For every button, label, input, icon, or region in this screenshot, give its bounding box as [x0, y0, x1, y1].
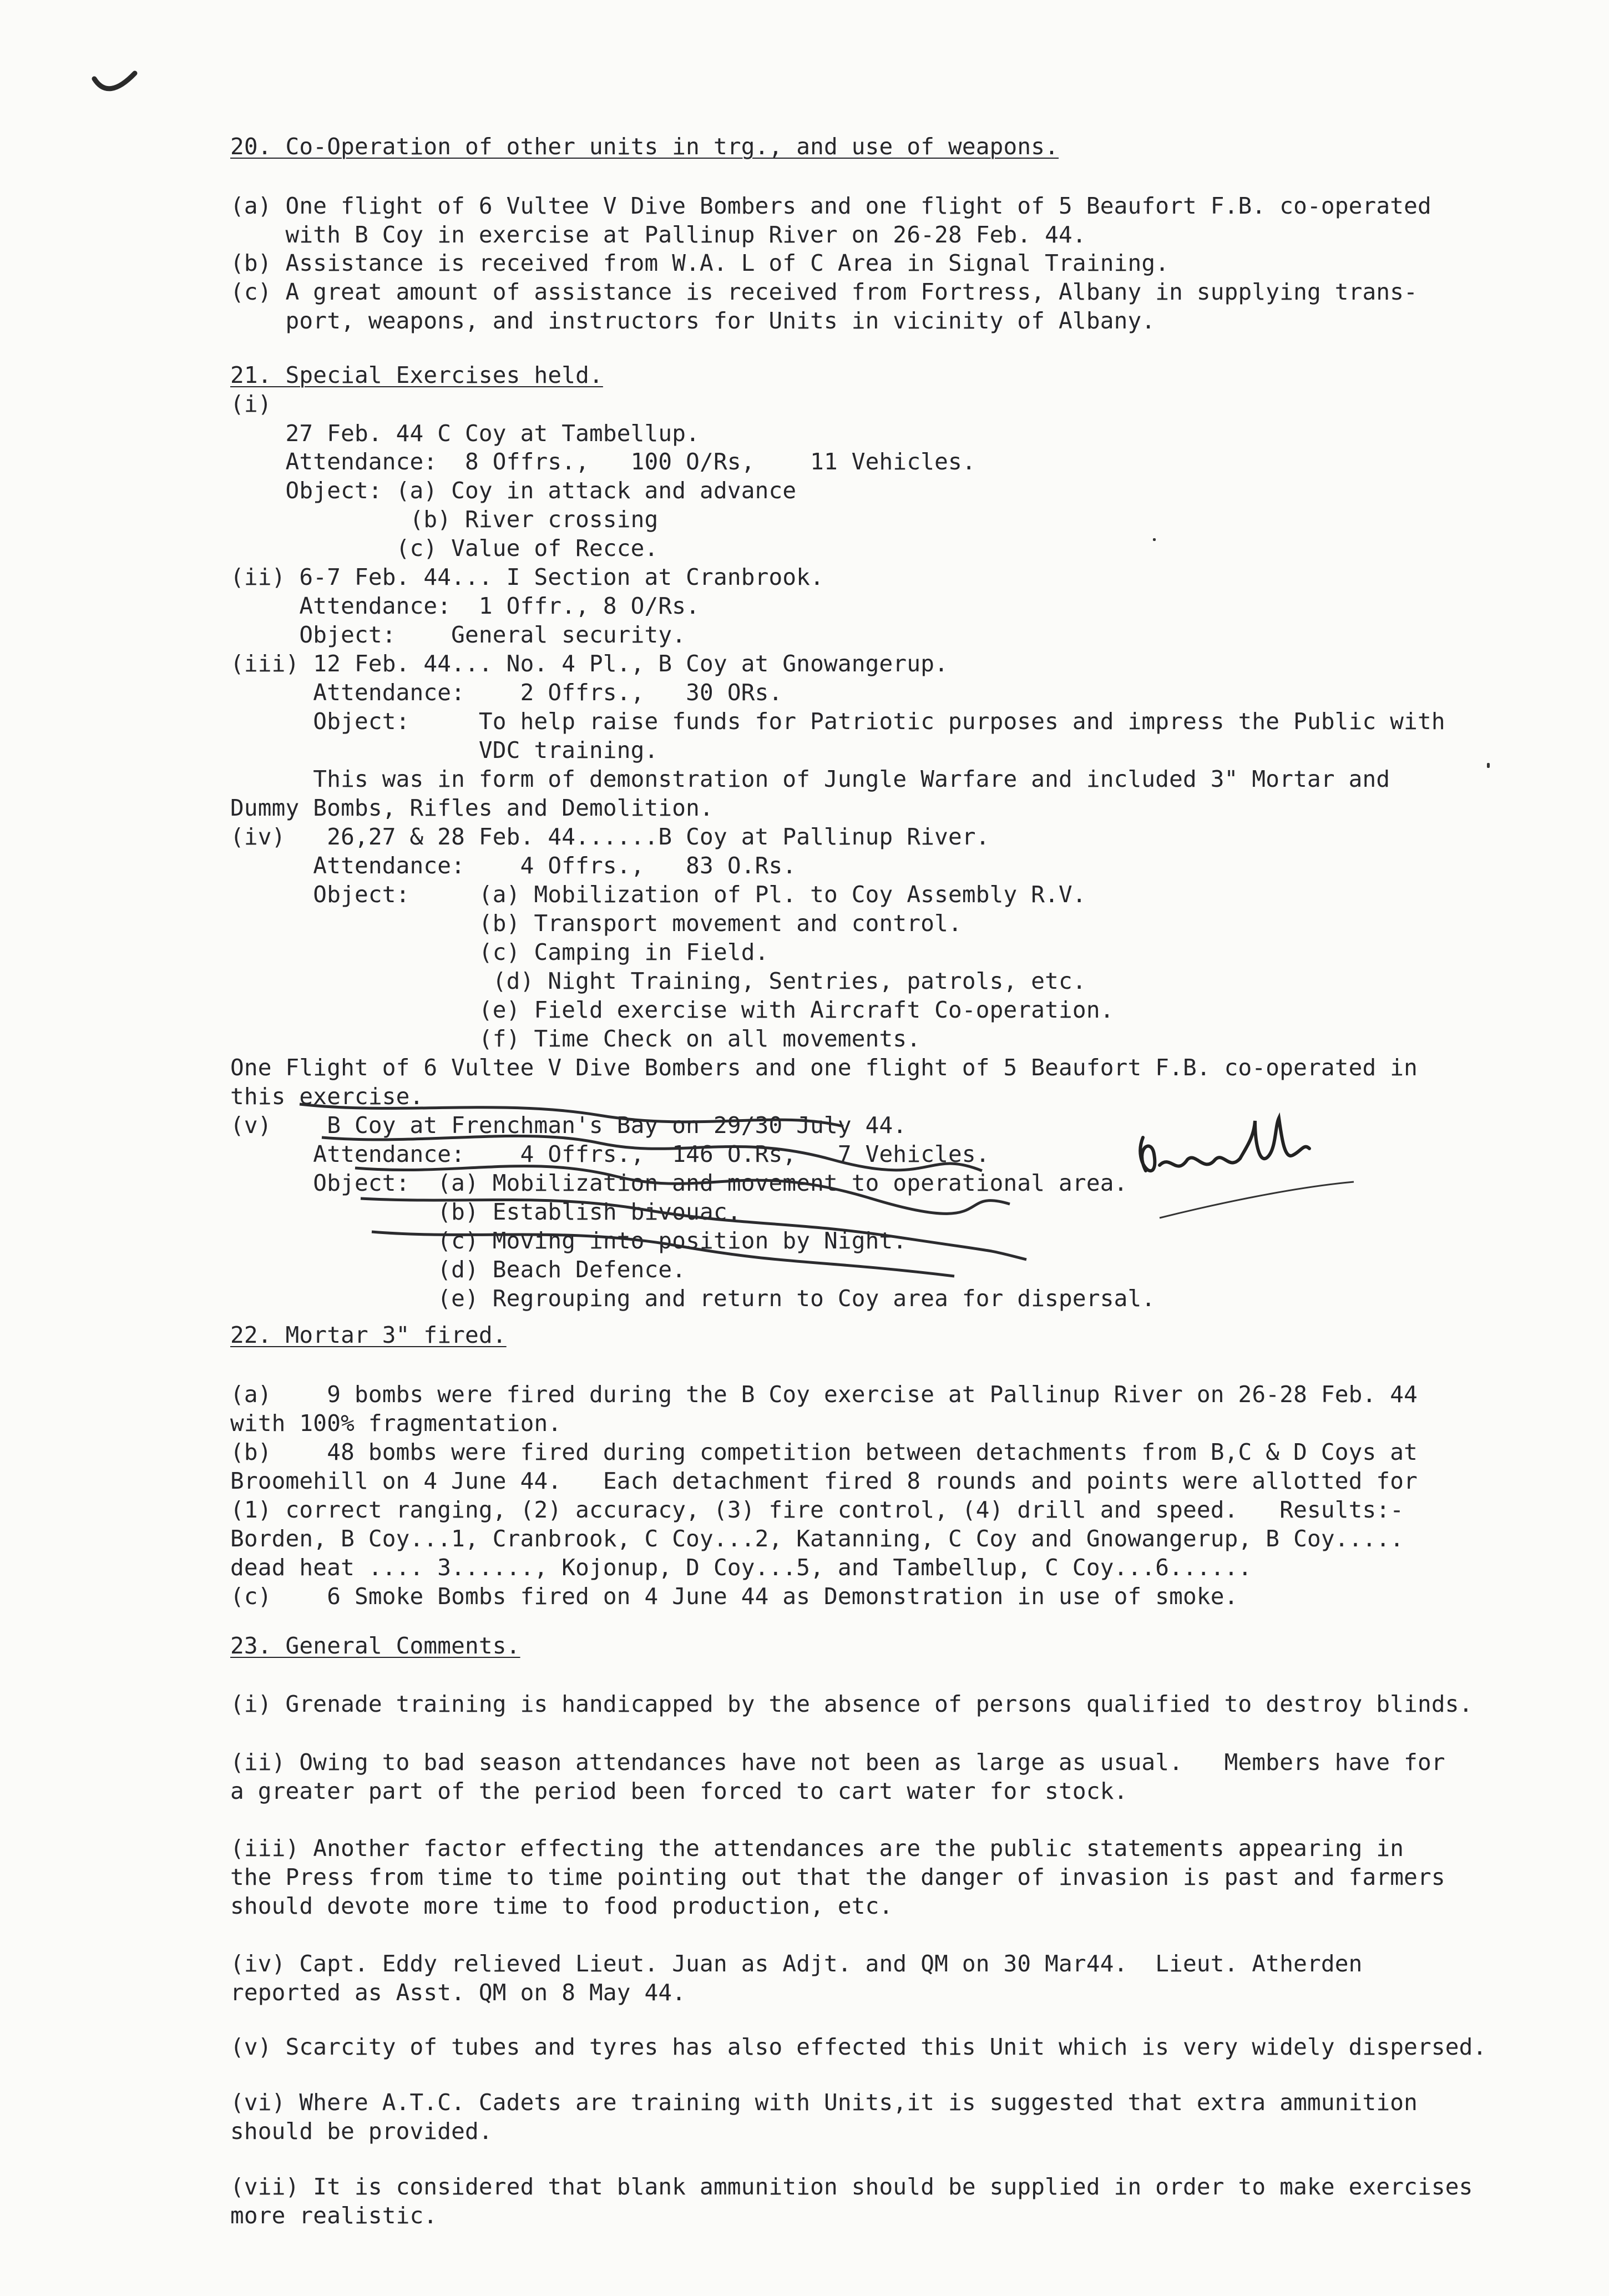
text-line: with B Coy in exercise at Pallinup River on 26-28 Feb. 44. — [230, 221, 1086, 248]
text-line: (b) Assistance is received from W.A. L of C Area in Signal Training. — [230, 250, 1170, 276]
text-line: (d) Beach Defence. — [230, 1256, 686, 1283]
text-line: (iii) 12 Feb. 44... No. 4 Pl., B Coy at Gnowangerup. — [230, 650, 948, 677]
text-line: with 100% fragmentation. — [230, 1410, 562, 1437]
text-line: reported as Asst. QM on 8 May 44. — [230, 1979, 686, 2006]
section-heading: 23. General Comments. — [230, 1632, 520, 1659]
text-line: VDC training. — [230, 737, 659, 763]
text-line: (b) 48 bombs were fired during competition between detachments from B,C & D Coys at — [230, 1439, 1418, 1465]
text-line: (b) Establish bivouac. — [230, 1198, 741, 1225]
text-line: (c) Camping in Field. — [230, 939, 769, 965]
text-line: Object: (a) Mobilization and movement to operational area. — [230, 1170, 1128, 1196]
text-line: (i) Grenade training is handicapped by the absence of persons qualified to destroy blinds. — [230, 1691, 1473, 1717]
text-line: a greater part of the period been forced to cart water for stock. — [230, 1778, 1128, 1804]
text-line: (vi) Where A.T.C. Cadets are training with Units,it is suggested that extra ammunition — [230, 2089, 1418, 2116]
text-line: (e) Regrouping and return to Coy area for dispersal. — [230, 1285, 1156, 1312]
text-line: Attendance: 2 Offrs., 30 ORs. — [230, 679, 783, 706]
text-line: (iv) 26,27 & 28 Feb. 44......B Coy at Pallinup River. — [230, 823, 990, 850]
text-line: (f) Time Check on all movements. — [230, 1025, 921, 1052]
text-line: (a) One flight of 6 Vultee V Dive Bombers and one flight of 5 Beaufort F.B. co-operated — [230, 193, 1431, 219]
text-line: (v) B Coy at Frenchman's Bay on 29/30 July 44. — [230, 1112, 907, 1139]
text-line: Attendance: 4 Offrs., 146 O.Rs, 7 Vehicles. — [230, 1141, 990, 1167]
text-line: (ii) 6-7 Feb. 44... I Section at Cranbrook. — [230, 564, 824, 590]
text-line: Attendance: 1 Offr., 8 O/Rs. — [230, 593, 700, 619]
stray-mark — [1153, 538, 1156, 541]
text-line: Broomehill on 4 June 44. Each detachment fired 8 rounds and points were allotted for — [230, 1468, 1418, 1494]
text-line: this exercise. — [230, 1083, 424, 1110]
section-heading: 21. Special Exercises held. — [230, 362, 603, 388]
text-line: (a) 9 bombs were fired during the B Coy exercise at Pallinup River on 26-28 Feb. 44 — [230, 1381, 1418, 1408]
text-line: (i) — [230, 391, 272, 417]
text-line: (c) Moving into position by Night. — [230, 1227, 907, 1254]
text-line: Attendance: 8 Offrs., 100 O/Rs, 11 Vehicles. — [230, 448, 976, 475]
stray-mark — [1487, 763, 1490, 768]
text-line: (1) correct ranging, (2) accuracy, (3) fire control, (4) drill and speed. Results:- — [230, 1496, 1404, 1523]
text-line: should be provided. — [230, 2118, 493, 2145]
text-line: 27 Feb. 44 C Coy at Tambellup. — [230, 420, 700, 447]
text-line: Object: General security. — [230, 621, 686, 648]
text-line: (v) Scarcity of tubes and tyres has also effected this Unit which is very widely dispersed. — [230, 2034, 1487, 2060]
handwritten-signature — [1126, 1104, 1359, 1226]
text-line: Object: (a) Mobilization of Pl. to Coy Assembly R.V. — [230, 881, 1086, 908]
text-line: This was in form of demonstration of Jungle Warfare and included 3" Mortar and — [230, 766, 1390, 792]
section-heading: 22. Mortar 3" fired. — [230, 1322, 507, 1348]
text-line: the Press from time to time pointing out that the danger of invasion is past and farmers — [230, 1864, 1445, 1890]
text-line: (e) Field exercise with Aircraft Co-operation. — [230, 997, 1114, 1023]
text-line: (iii) Another factor effecting the attendances are the public statements appearing in — [230, 1835, 1404, 1862]
text-line: Attendance: 4 Offrs., 83 O.Rs. — [230, 852, 797, 879]
text-line: (b) Transport movement and control. — [230, 910, 962, 937]
text-line: (c) 6 Smoke Bombs fired on 4 June 44 as Demonstration in use of smoke. — [230, 1583, 1238, 1610]
text-line: Dummy Bombs, Rifles and Demolition. — [230, 795, 714, 821]
text-line: (iv) Capt. Eddy relieved Lieut. Juan as Adjt. and QM on 30 Mar44. Lieut. Atherden — [230, 1950, 1363, 1977]
text-line: dead heat .... 3......, Kojonup, D Coy...5, and Tambellup, C Coy...6...... — [230, 1554, 1252, 1581]
text-line: should devote more time to food production, etc. — [230, 1893, 893, 1919]
text-line: (ii) Owing to bad season attendances have not been as large as usual. Members have for — [230, 1749, 1445, 1776]
text-line: (d) Night Training, Sentries, patrols, etc. — [230, 968, 1086, 994]
text-line: (c) Value of Recce. — [230, 535, 659, 562]
text-line: (b) River crossing — [230, 506, 659, 533]
text-line: Object: (a) Coy in attack and advance — [230, 477, 797, 504]
text-line: One Flight of 6 Vultee V Dive Bombers and one flight of 5 Beaufort F.B. co-operated in — [230, 1054, 1418, 1081]
text-line: Borden, B Coy...1, Cranbrook, C Coy...2, Katanning, C Coy and Gnowangerup, B Coy..... — [230, 1525, 1404, 1552]
text-line: port, weapons, and instructors for Units in vicinity of Albany. — [230, 307, 1156, 334]
strike-through-scribble — [289, 1093, 1165, 1304]
text-line: more realistic. — [230, 2202, 438, 2229]
text-line: Object: To help raise funds for Patriotic purposes and impress the Public with — [230, 708, 1445, 735]
text-line: (c) A great amount of assistance is received from Fortress, Albany in supplying trans- — [230, 279, 1418, 305]
section-heading: 20. Co-Operation of other units in trg., and use of weapons. — [230, 133, 1059, 160]
text-line: (vii) It is considered that blank ammunition should be supplied in order to make exercises — [230, 2173, 1473, 2200]
punch-hole-mark — [92, 67, 139, 105]
